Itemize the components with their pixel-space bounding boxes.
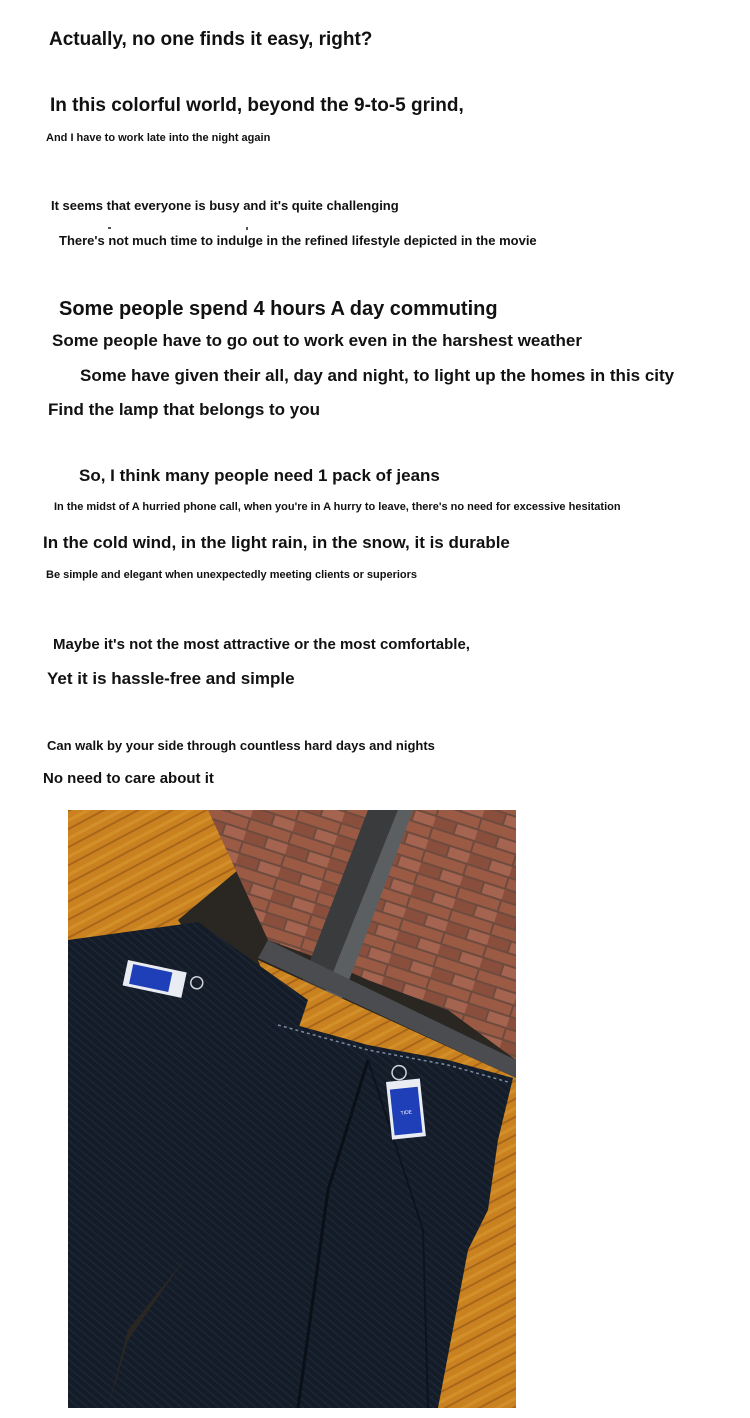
text-line: So, I think many people need 1 pack of jeans bbox=[79, 466, 440, 485]
text-line: Some people spend 4 hours A day commuting bbox=[59, 298, 498, 320]
text-line: In the midst of A hurried phone call, when you're in A hurry to leave, there's no need for excessive hesitation bbox=[54, 501, 621, 513]
text-line: In this colorful world, beyond the 9-to-5 grind, bbox=[50, 95, 464, 116]
text-line: And I have to work late into the night again bbox=[46, 132, 271, 144]
product-photo bbox=[68, 810, 516, 1408]
text-line: In the cold wind, in the light rain, in the snow, it is durable bbox=[43, 533, 510, 552]
text-line: Actually, no one finds it easy, right? bbox=[49, 29, 373, 50]
tag-label: TIDE bbox=[400, 1109, 413, 1117]
text-line: No need to care about it bbox=[43, 770, 214, 787]
text-line: Some have given their all, day and night, to light up the homes in this city bbox=[80, 366, 675, 385]
text-line: Find the lamp that belongs to you bbox=[48, 400, 320, 419]
text-line: Be simple and elegant when unexpectedly meeting clients or superiors bbox=[46, 569, 418, 581]
text-line: There's not much time to indulge in the refined lifestyle depicted in the movie bbox=[59, 233, 537, 248]
text-line: It seems that everyone is busy and it's quite challenging bbox=[51, 198, 399, 213]
stray-marks bbox=[108, 217, 248, 220]
text-line: Yet it is hassle-free and simple bbox=[47, 669, 295, 688]
text-line: Maybe it's not the most attractive or the most comfortable, bbox=[53, 636, 470, 653]
text-line: Some people have to go out to work even in the harshest weather bbox=[52, 331, 582, 350]
text-line: Can walk by your side through countless hard days and nights bbox=[47, 738, 435, 753]
